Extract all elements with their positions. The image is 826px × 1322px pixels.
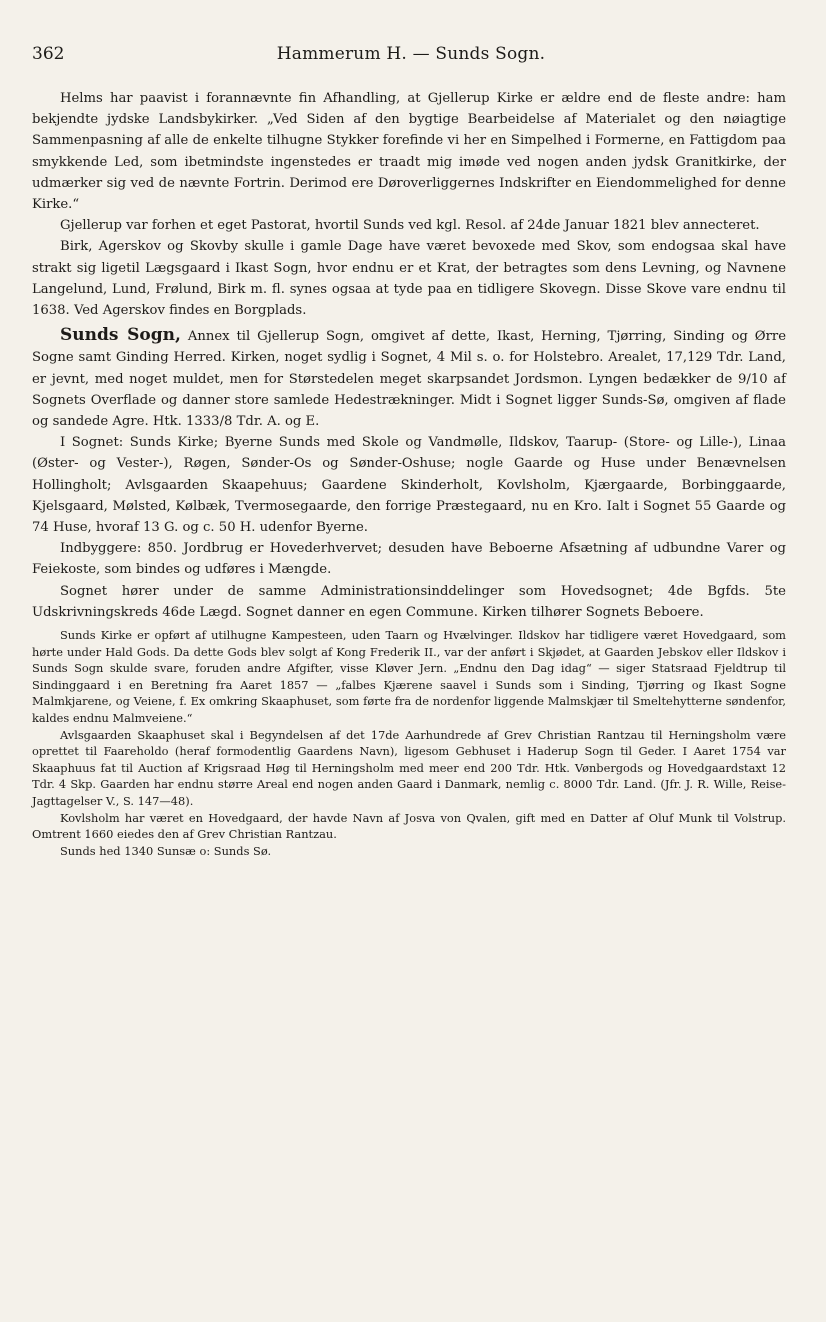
- paragraph-sunds-intro-text: Annex til Gjellerup Sogn, omgivet af dette, Ikast, Herning, Tjørring, Sinding og Ørre Sogne samt Ginding Herred. Kirken, noget sydlig i Sognet, 4 Mil s. o. for Holstebro. Arealet, 17,129 Tdr. Land, er jevnt, med noget muldet, men for Størstedelen meget skarpsandet Jordsmon. Lyngen bedækker de 9/10 af Sognets Overflade og danner store samlede Hedestrækninger. Midt i Sognet ligger Sunds-Sø, omgiven af flade og sandede Agre. Htk. 1333/8 Tdr. A. og E.: [32, 329, 787, 430]
- section-notes: [32, 627, 786, 859]
- note-skaaphuset: Avlsgaarden Skaaphuset skal i Begyndelsen af det 17de Aarhundrede af Grev Christian Rantzau til Herningsholm være oprettet til Faareholdo (heraf formodentlig Gaardens Navn), ligesom Gebhuset i Haderup Sogn til Geder. I Aaret 1754 var Skaaphuus fat til Auction af Krigsraad Høg til Herningsholm med meer end 200 Tdr. Htk. Vønbergods og Hovedgaardstaxt 12 Tdr. 4 Skp. Gaarden har endnu større Areal end nogen anden Gaard i Danmark, nemlig c. 8000 Tdr. Land. (Jfr. J. R. Wille, Reise-Jagttagelser V., S. 147—48).: [32, 727, 786, 809]
- running-head: [32, 44, 790, 68]
- paragraph-helms: Helms har paavist i forannævnte fin Afhandling, at Gjellerup Kirke er ældre end de fleste andre: ham bekjendte jydske Landsbykirker. „Ved Siden af den bygtige Bearbeidelse af Materialet og den nøiagtige Sammenpasning af alle de enkelte tilhugne Stykker forefinde vi her en Simpelhed i Formerne, en Fattigdom paa smykkende Led, som ibetmindste ingenstedes er traadt mig imøde ved nogen anden jydsk Granitkirke, der udmærker sig ved de nævnte Fortrin. Derimod ere Døroverliggernes Indskrifter en Eiendommelighed for denne Kirke.“: [32, 91, 786, 213]
- section-sunds-sogn: [32, 325, 786, 623]
- page-number: 362: [32, 44, 65, 64]
- note-name-1340: Sunds hed 1340 Sunsæ o: Sunds Sø.: [60, 843, 272, 858]
- paragraph-forest: Birk, Agerskov og Skovby skulle i gamle Dage have været bevoxede med Skov, som endogsaa skal have strakt sig ligetil Lægsgaard i Ikast Sogn, hvor endnu er et Krat, der betragtes som dens Levning, og Navnene Langelund, Lund, Frølund, Birk m. fl. synes ogsaa at tyde paa en tidligere Skovegn. Disse Skove vare endnu til 1638. Ved Agerskov findes en Borgplads.: [32, 239, 786, 319]
- section-heading: Sunds Sogn,: [60, 325, 181, 346]
- note-church-ildskov: Sunds Kirke er opført af utilhugne Kampesteen, uden Taarn og Hvælvinger. Ildskov har tidligere været Hovedgaard, som hørte under Hald Gods. Da dette Gods blev solgt af Kong Frederik II., var der anført i Skjødet, at Gaarden Jebskov eller Ildskov i Sunds Sogn skulde svare, foruden andre Afgifter, visse Kløver Jern. „Endnu den Dag idag“ — siger Statsraad Fjeldtrup til Sindinggaard i en Beretning fra Aaret 1857 — „falbes Kjærene saavel i Sunds som i Sinding, Tjørring og Ikast Sogne Malmkjarene, og Veiene, f. Ex omkring Skaaphuset, som førte fra de nordenfor liggende Malmskjær til Smeltehytterne søndenfor, kaldes endnu Malmveiene.“: [32, 628, 786, 726]
- page-body: [32, 88, 786, 859]
- paragraph-sunds-places: I Sognet: Sunds Kirke; Byerne Sunds med Skole og Vandmølle, Ildskov, Taarup- (Store- og Lille-), Linaa (Øster- og Vester-), Røgen, Sønder-Os og Sønder-Oshuse; nogle Gaarde og Huse under Benævnelsen Hollingholt; Avlsgaarden Skaapehuus; Gaardene Skinderholt, Kovlsholm, Kjærgaarde, Borbinggaarde, Kjelsgaard, Mølsted, Kølbæk, Tvermosegaarde, den forrige Præstegaard, nu en Kro. Ialt i Sognet 55 Gaarde og 74 Huse, hvoraf 13 G. og c. 50 H. udenfor Byerne.: [32, 435, 786, 536]
- running-title: Hammerum H. — Sunds Sogn.: [276, 44, 546, 64]
- section-gjellerup-continued: [32, 88, 786, 321]
- paragraph-pastorat: Gjellerup var forhen et eget Pastorat, hvortil Sunds ved kgl. Resol. af 24de Januar 1821 blev annecteret.: [60, 218, 760, 234]
- note-kovlsholm: Kovlsholm har været en Hovedgaard, der havde Navn af Josva von Qvalen, gift med en Datter af Oluf Munk til Volstrup. Omtrent 1660 eiedes den af Grev Christian Rantzau.: [32, 810, 786, 842]
- paragraph-sunds-administration: Sognet hører under de samme Administrationsinddelinger som Hovedsognet; 4de Bgfds. 5te Udskrivningskreds 46de Lægd. Sognet danner en egen Commune. Kirken tilhører Sognets Beboere.: [32, 583, 786, 620]
- paragraph-sunds-population: Indbyggere: 850. Jordbrug er Hovederhvervet; desuden have Beboerne Afsætning af udbundne Varer og Feiekoste, som bindes og udføres i Mængde.: [32, 541, 786, 578]
- paragraph-sunds-intro: [32, 325, 786, 432]
